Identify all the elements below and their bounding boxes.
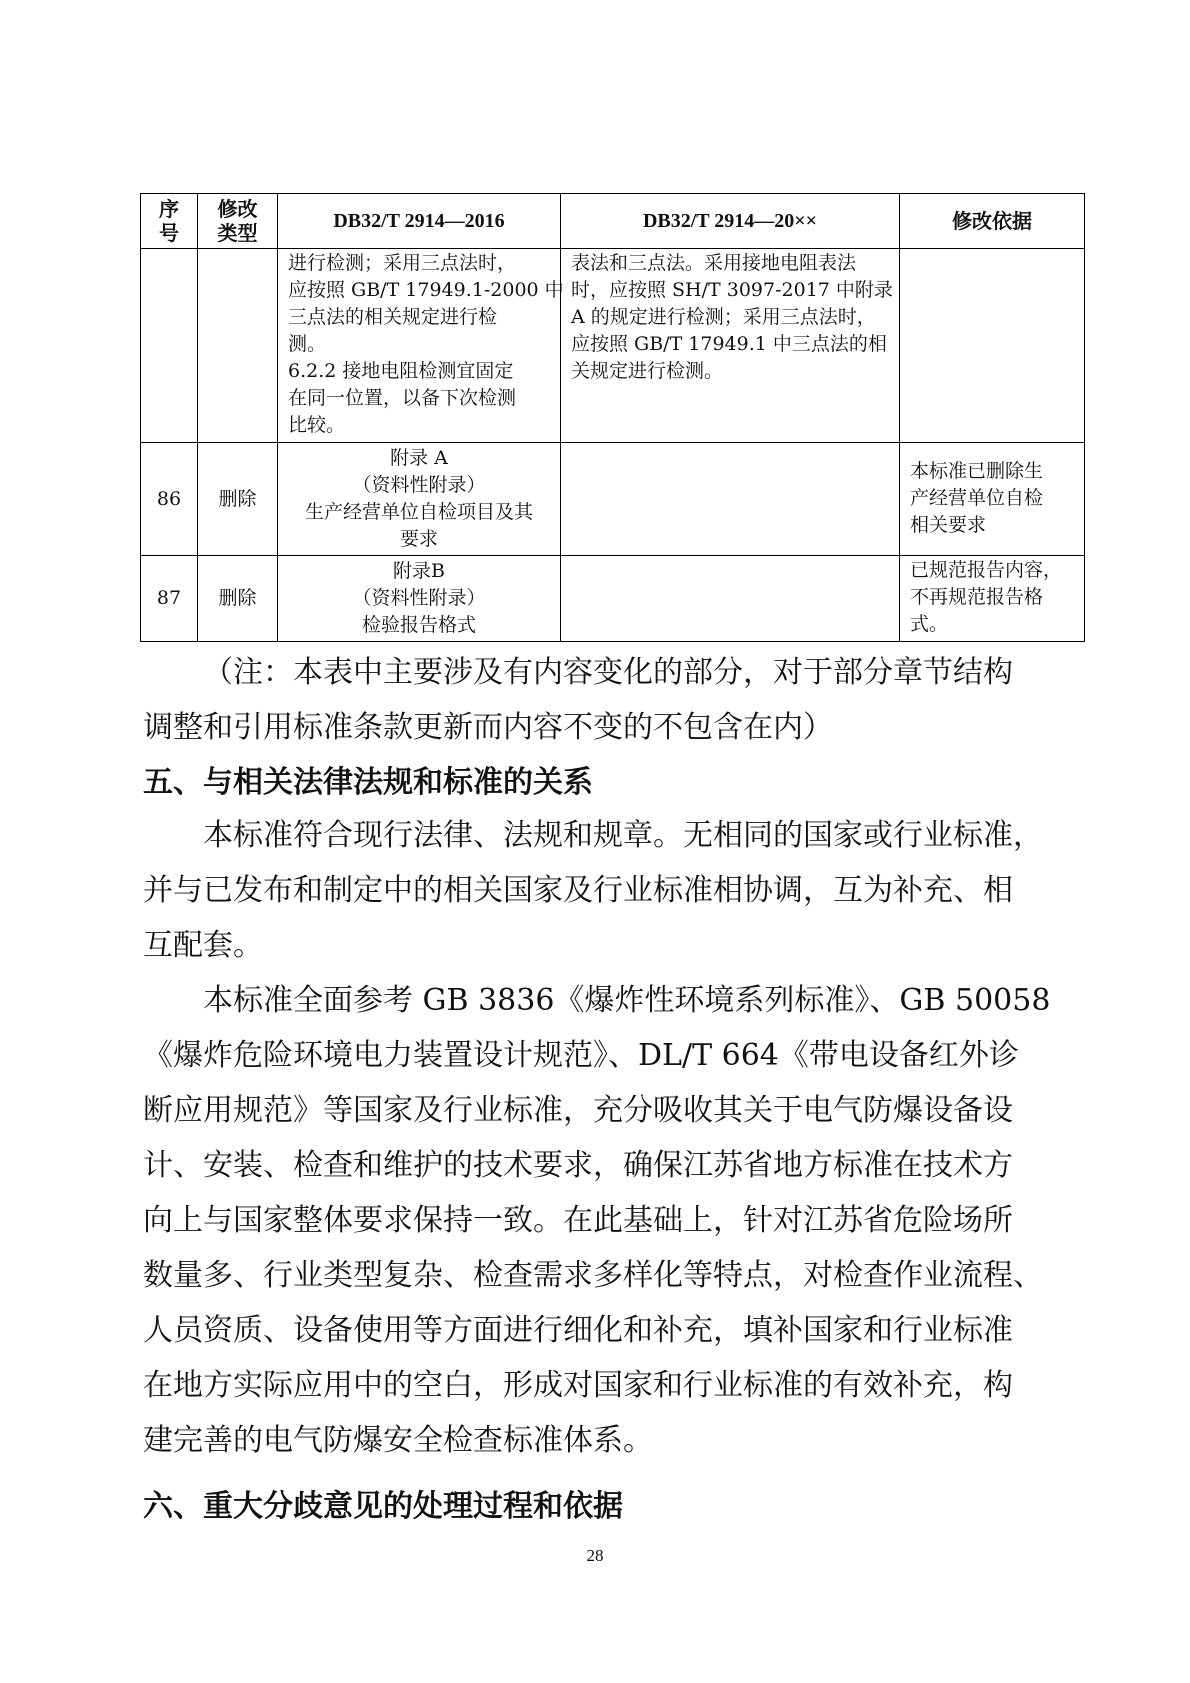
cell-seq: 86 <box>141 443 198 556</box>
section-5-paragraph-1: 本标准符合现行法律、法规和规章。无相同的国家或行业标准， 并与已发布和制定中的相关国家及行业标准相协调，互为补充、相 互配套。 <box>143 818 1043 963</box>
table-note: （注：本表中主要涉及有内容变化的部分，对于部分章节结构 调整和引用标准条款更新而内容不变的不包含在内） <box>143 655 1013 745</box>
cell-old: 附录B （资料性附录） 检验报告格式 <box>278 556 561 642</box>
header-seq: 序 号 <box>141 194 198 249</box>
cell-basis: 已规范报告内容， 不再规范报告格 式。 <box>900 556 1085 642</box>
cell-new: 表法和三点法。采用接地电阻表法 时，应按照 SH/T 3097-2017 中附录 A 的规定进行检测；采用三点法时， 应按照 GB/T 17949.1 中三点法的相 关规定进行检测。 <box>561 249 900 443</box>
cell-new <box>561 556 900 642</box>
cell-old: 进行检测；采用三点法时， 应按照 GB/T 17949.1-2000 中 三点法的相关规定进行检 测。 6.2.2 接地电阻检测宜固定 在同一位置，以备下次检测 比较。 <box>278 249 561 443</box>
header-type: 修改 类型 <box>198 194 278 249</box>
cell-seq: 87 <box>141 556 198 642</box>
cell-type <box>198 249 278 443</box>
cell-type: 删除 <box>198 443 278 556</box>
header-new-version: DB32/T 2914—20×× <box>561 194 900 249</box>
page-number: 28 <box>586 1546 604 1565</box>
header-basis: 修改依据 <box>900 194 1085 249</box>
header-old-version: DB32/T 2914—2016 <box>278 194 561 249</box>
section-5-heading: 五、与相关法律法规和标准的关系 <box>143 765 593 800</box>
table-row <box>141 249 1085 443</box>
cell-type: 删除 <box>198 556 278 642</box>
cell-basis <box>900 249 1085 443</box>
cell-old: 附录 A （资料性附录） 生产经营单位自检项目及其 要求 <box>278 443 561 556</box>
table-row <box>141 443 1085 556</box>
revision-table <box>140 193 1085 642</box>
cell-seq <box>141 249 198 443</box>
cell-basis: 本标准已删除生 产经营单位自检 相关要求 <box>900 443 1085 556</box>
table-header-row <box>141 194 1085 249</box>
table-row <box>141 556 1085 642</box>
section-5-paragraph-2: 本标准全面参考 GB 3836《爆炸性环境系列标准》、GB 50058 《爆炸危险环境电力装置设计规范》、DL/T 664《带电设备红外诊 断应用规范》等国家及行业标准，充分吸收其关于电气防爆设备设 计、安装、检查和维护的技术要求，确保江苏省地方标准在技术方 向上与国家整体要求保持一致。在此基础上，针对江苏省危险场所 数量多、行业类型复杂、检查需求多样化等特点，对检查作业流程、 人员资质、设备使用等方面进行细化和补充，填补国家和行业标准 在地方实际应用中的空白，形成对国家和行业标准的有效补充，构 建完善的电气防爆安全检查标准体系。 <box>143 983 1051 1458</box>
section-6-heading: 六、重大分歧意见的处理过程和依据 <box>143 1489 623 1524</box>
cell-new <box>561 443 900 556</box>
